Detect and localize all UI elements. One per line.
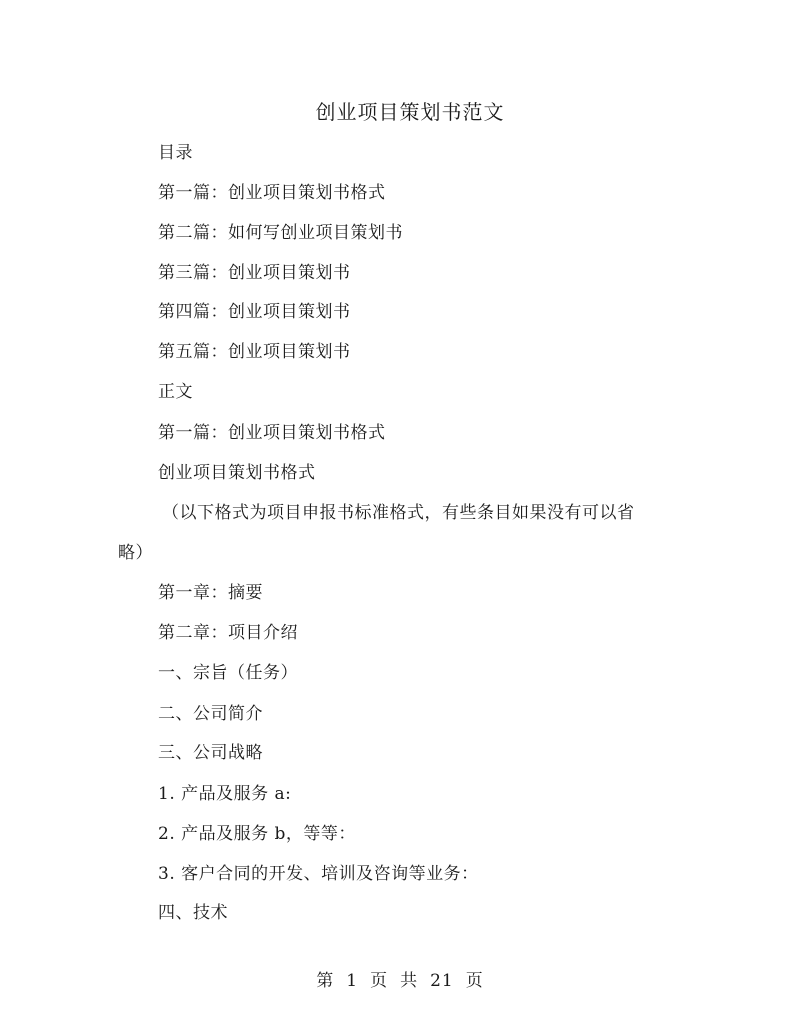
outline-item: 一、宗旨（任务） bbox=[158, 663, 298, 683]
outline-item: 三、公司战略 bbox=[158, 743, 263, 763]
outline-item: 四、技术 bbox=[158, 903, 228, 923]
footer-prefix: 第 bbox=[316, 971, 335, 991]
numbered-item: 1. 产品及服务 a: bbox=[158, 784, 292, 804]
outline-item: 二、公司简介 bbox=[158, 704, 263, 724]
footer-page-unit: 页 bbox=[370, 971, 389, 991]
toc-item-1: 第一篇：创业项目策划书格式 bbox=[158, 183, 386, 203]
toc-item-4: 第四篇：创业项目策划书 bbox=[158, 302, 351, 322]
toc-item-2: 第二篇：如何写创业项目策划书 bbox=[158, 223, 403, 243]
footer-total-unit: 页 bbox=[465, 971, 484, 991]
paragraph-line: （以下格式为项目申报书标准格式，有些条目如果没有可以省 bbox=[162, 503, 635, 523]
section-heading: 创业项目策划书格式 bbox=[158, 463, 316, 483]
body-heading: 正文 bbox=[158, 382, 193, 402]
total-pages: 21 bbox=[430, 971, 454, 991]
chapter-heading: 第一篇：创业项目策划书格式 bbox=[158, 423, 386, 443]
toc-item-3: 第三篇：创业项目策划书 bbox=[158, 263, 351, 283]
numbered-item: 2. 产品及服务 b，等等： bbox=[158, 824, 356, 844]
page-number: 1 bbox=[346, 971, 359, 991]
numbered-item: 3. 客户合同的开发、培训及咨询等业务： bbox=[158, 864, 479, 884]
toc-item-5: 第五篇：创业项目策划书 bbox=[158, 342, 351, 362]
toc-heading: 目录 bbox=[158, 143, 193, 163]
document-title: 创业项目策划书范文 bbox=[315, 100, 505, 124]
outline-item: 第二章：项目介绍 bbox=[158, 623, 298, 643]
paragraph-line-continued: 略） bbox=[118, 543, 153, 563]
page-footer bbox=[0, 966, 800, 991]
footer-total-prefix: 共 bbox=[400, 971, 419, 991]
outline-item: 第一章：摘要 bbox=[158, 583, 263, 603]
